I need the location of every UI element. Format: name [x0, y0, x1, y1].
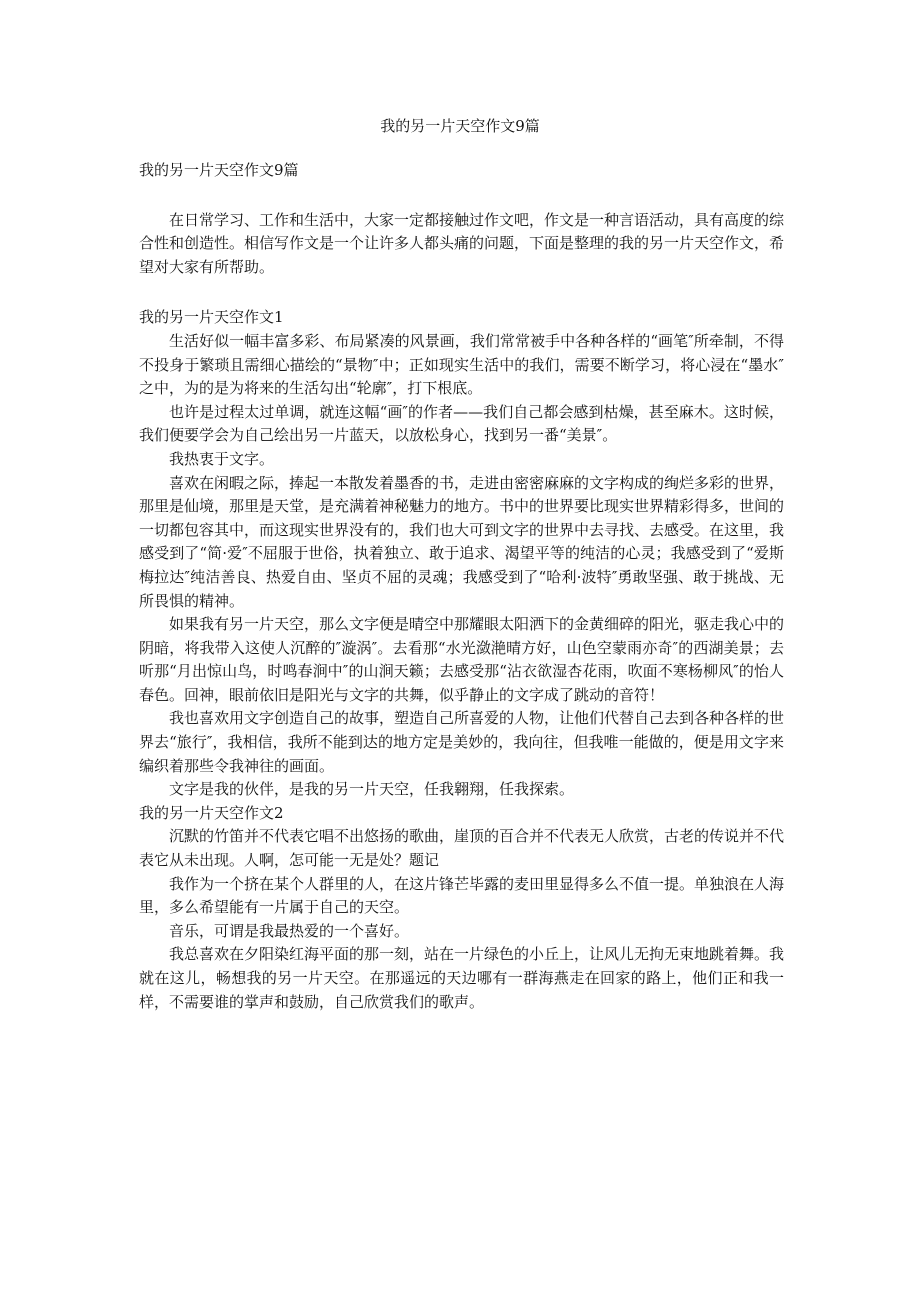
document-body	[139, 159, 784, 1014]
essay-1-paragraph: 我也喜欢用文字创造自己的故事，塑造自己所喜爱的人物，让他们代替自己去到各种各样的世界去“旅行″，我相信，我所不能到达的地方定是美妙的，我向往，但我唯一能做的，便是用文字来编织着那些令我神往的画面。	[139, 709, 785, 775]
essay-1-paragraph: 喜欢在闲暇之际，捧起一本散发着墨香的书，走进由密密麻麻的文字构成的绚烂多彩的世界，那里是仙境，那里是天堂，是充满着神秘魅力的地方。书中的世界要比现实世界精彩得多，世间的一切都包容其中，而这现实世界没有的，我们也大可到文字的世界中去寻找、去感受。在这里，我感受到了“简·爱″不屈服于世俗，执着独立、敢于追求、渴望平等的纯洁的心灵；我感受到了“爱斯梅拉达″纯洁善良、热爱自由、坚贞不屈的灵魂；我感受到了“哈利·波特″勇敢坚强、敢于挑战、无所畏惧的精神。	[139, 473, 785, 610]
essay-1-paragraph: 如果我有另一片天空，那么文字便是晴空中那耀眼太阳洒下的金黄细碎的阳光，驱走我心中的阴暗，将我带入这使人沉醉的″漩涡″。去看那“水光潋滟晴方好，山色空蒙雨亦奇″的西湖美景；去听那“月出惊山鸟，时鸣春涧中″的山涧天籁；去感受那“沾衣欲湿杏花雨，吹面不寒杨柳风″的怡人春色。回神，眼前依旧是阳光与文字的共舞，似乎静止的文字成了跳动的音符！	[139, 615, 785, 704]
document-subtitle: 我的另一片天空作文9篇	[139, 161, 299, 179]
essay-2-heading: 我的另一片天空作文2	[139, 803, 284, 822]
spacer	[139, 183, 784, 209]
essay-1-paragraph: 也许是过程太过单调，就连这幅“画″的作者——我们自己都会感到枯燥，甚至麻木。这时候，我们便要学会为自己绘出另一片蓝天，以放松身心，找到另一番“美景″。	[139, 402, 784, 445]
intro-paragraph: 在日常学习、工作和生活中，大家一定都接触过作文吧，作文是一种言语活动，具有高度的综合性和创造性。相信写作文是一个让许多人都头痛的问题，下面是整理的我的另一片天空作文，希望对大家有所帮助。	[139, 210, 785, 276]
essay-2-paragraph: 我总喜欢在夕阳染红海平面的那一刻，站在一片绿色的小丘上，让风儿无拘无束地跳着舞。我就在这儿，畅想我的另一片天空。在那遥远的天边哪有一群海燕走在回家的路上，他们正和我一样，不需要谁的掌声和鼓励，自己欣赏我们的歌声。	[139, 945, 785, 1011]
essay-1-paragraph: 文字是我的伙伴，是我的另一片天空，任我翱翔，任我探索。	[169, 780, 575, 799]
essay-1-heading: 我的另一片天空作文1	[139, 308, 284, 327]
essay-2-paragraph: 我作为一个挤在某个人群里的人，在这片锋芒毕露的麦田里显得多么不值一提。单独浪在人海里，多么希望能有一片属于自己的天空。	[139, 874, 785, 917]
essay-1-paragraph: 生活好似一幅丰富多彩、布局紧凑的风景画，我们常常被手中各种各样的“画笔″所牵制，不得不投身于繁琐且需细心描绘的“景物″中；正如现实生活中的我们，需要不断学习，将心浸在“墨水″之中，为的是为将来的生活勾出“轮廓″，打下根底。	[139, 331, 784, 398]
document-title: 我的另一片天空作文9篇	[380, 117, 540, 135]
essay-2-paragraph: 音乐，可谓是我最热爱的一个喜好。	[169, 921, 410, 940]
spacer	[139, 279, 784, 306]
essay-2-paragraph: 沉默的竹笛并不代表它唱不出悠扬的歌曲，崖顶的百合并不代表无人欣赏，古老的传说并不代表它从未出现。人啊，怎可能一无是处？题记	[139, 827, 785, 870]
essay-1-paragraph: 我热衷于文字。	[169, 449, 275, 468]
